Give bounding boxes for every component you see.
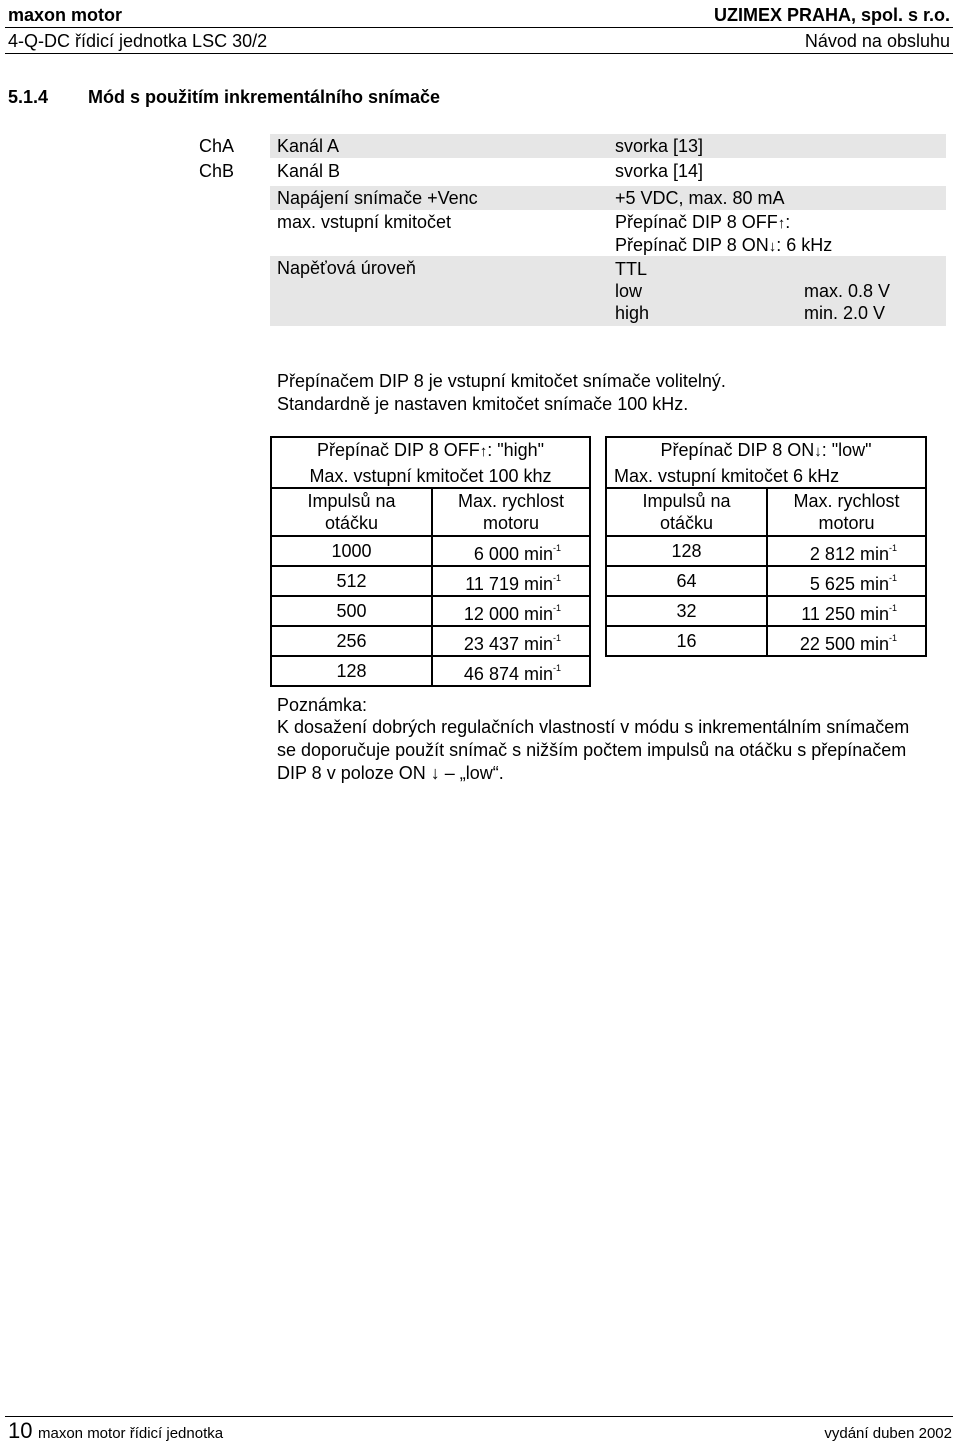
table-off-col-pulses-l1: Impulsů na — [307, 491, 396, 511]
footer-edition: vydání duben 2002 — [824, 1425, 952, 1442]
arrow-down-icon: ↓ — [430, 763, 440, 783]
spec-supply-label: Napájení snímače +Venc — [277, 188, 478, 208]
table-off-col-pulses-l2: otáčku — [324, 513, 379, 533]
spec-high-value: min. 2.0 V — [804, 303, 886, 323]
table-on-body — [606, 536, 926, 656]
footer-page-number: 10 — [8, 1418, 33, 1443]
cell-speed — [767, 596, 926, 626]
table-on-col-speed-l1: Max. rychlost — [793, 491, 900, 511]
note-line-3-text: DIP 8 v poloze ON — [277, 763, 426, 783]
table-off-col-speed — [432, 488, 590, 536]
spec-cha-label: Kanál A — [277, 136, 340, 156]
table-on-title — [606, 437, 926, 464]
cell-speed — [767, 566, 926, 596]
table-on-title-suffix: : "low" — [821, 440, 872, 460]
cell-speed — [432, 596, 590, 626]
spec-chb-code: ChB — [199, 161, 235, 181]
cell-pulses: 1000 — [271, 536, 432, 566]
table-row — [271, 656, 590, 686]
table-off-title — [271, 437, 590, 464]
cell-speed — [767, 536, 926, 566]
cell-pulses: 256 — [271, 626, 432, 656]
cell-pulses: 512 — [271, 566, 432, 596]
cell-pulses: 32 — [606, 596, 767, 626]
unit-exponent: -1 — [552, 543, 561, 553]
table-on-title-text: Přepínač DIP 8 ON — [660, 440, 815, 460]
cell-pulses: 128 — [606, 536, 767, 566]
note-line-3 — [277, 763, 504, 784]
table-on-col-pulses-l2: otáčku — [659, 513, 714, 533]
spec-freq-on — [615, 235, 832, 256]
arrow-down-icon: ↓ — [814, 443, 822, 460]
footer-rule — [5, 1416, 953, 1417]
arrow-down-icon: ↓ — [768, 238, 777, 255]
header-rule-top — [5, 27, 953, 28]
unit-exponent: -1 — [888, 573, 897, 583]
cell-speed-value: 23 437 min — [463, 634, 553, 654]
cell-pulses: 16 — [606, 626, 767, 656]
table-off-col-speed-l1: Max. rychlost — [457, 491, 565, 511]
table-row — [606, 566, 926, 596]
spec-chb-value: svorka [14] — [615, 161, 704, 181]
cell-speed — [432, 536, 590, 566]
note-line-2: se doporučuje použít snímač s nižším počtem impulsů na otáčku s přepínačem — [277, 740, 907, 760]
cell-speed-value: 11 719 min — [465, 574, 553, 594]
cell-speed-value: 11 250 min — [801, 604, 889, 624]
footer-doc-name: maxon motor řídicí jednotka — [38, 1425, 224, 1442]
table-off-col-pulses — [271, 488, 432, 536]
spec-freq-off-suffix: : — [785, 212, 791, 232]
cell-speed — [432, 656, 590, 686]
table-dip-off — [270, 436, 591, 687]
section-title: Mód s použitím inkrementálního snímače — [88, 87, 441, 107]
spec-cha-value: svorka [13] — [615, 136, 704, 156]
header-doc-title: 4-Q-DC řídicí jednotka LSC 30/2 — [8, 31, 268, 51]
table-row — [606, 596, 926, 626]
table-on-col-speed — [767, 488, 926, 536]
unit-exponent: -1 — [552, 603, 561, 613]
table-row — [271, 536, 590, 566]
table-row — [606, 536, 926, 566]
cell-speed — [767, 626, 926, 656]
table-off-title-suffix: : "high" — [487, 440, 545, 460]
spec-supply-value: +5 VDC, max. 80 mA — [615, 188, 785, 208]
spec-freq-label: max. vstupní kmitočet — [277, 212, 452, 232]
table-row — [606, 626, 926, 656]
cell-speed-value: 2 812 min — [809, 544, 889, 564]
table-on-subtitle: Max. vstupní kmitočet 6 kHz — [606, 464, 926, 488]
table-row — [271, 566, 590, 596]
spec-shade-cha — [270, 134, 946, 158]
paragraph-line-1: Přepínačem DIP 8 je vstupní kmitočet snímače volitelný. — [277, 371, 726, 391]
cell-speed-value: 5 625 min — [809, 574, 889, 594]
cell-speed-value: 6 000 min — [473, 544, 553, 564]
note-line-3-suffix: – „low“. — [439, 763, 504, 783]
table-row — [271, 596, 590, 626]
table-off-body — [271, 536, 590, 686]
cell-speed-value: 46 874 min — [463, 664, 553, 684]
table-on-col-pulses-l1: Impulsů na — [642, 491, 731, 511]
spec-cha-code: ChA — [199, 136, 235, 156]
table-on-col-pulses — [606, 488, 767, 536]
table-on-col-speed-l2: motoru — [818, 513, 875, 533]
cell-pulses: 128 — [271, 656, 432, 686]
cell-speed — [432, 566, 590, 596]
spec-freq-on-text: Přepínač DIP 8 ON — [615, 235, 769, 255]
spec-low-label: low — [615, 281, 643, 301]
table-off-title-text: Přepínač DIP 8 OFF — [316, 440, 480, 460]
header-company: UZIMEX PRAHA, spol. s r.o. — [713, 5, 950, 25]
cell-speed-value: 22 500 min — [799, 634, 889, 654]
note-line-1: K dosažení dobrých regulačních vlastností v módu s inkrementálním snímačem — [277, 717, 910, 737]
unit-exponent: -1 — [888, 543, 897, 553]
spec-freq-off-text: Přepínač DIP 8 OFF — [615, 212, 778, 232]
table-dip-on — [605, 436, 927, 657]
unit-exponent: -1 — [888, 603, 897, 613]
cell-speed-value: 12 000 min — [463, 604, 553, 624]
section-number: 5.1.4 — [8, 87, 49, 107]
cell-speed — [432, 626, 590, 656]
unit-exponent: -1 — [552, 573, 561, 583]
spec-level-label: Napěťová úroveň — [277, 258, 416, 278]
cell-pulses: 64 — [606, 566, 767, 596]
table-off-col-speed-l2: motoru — [482, 513, 540, 533]
note-heading: Poznámka: — [277, 695, 368, 715]
spec-freq-on-suffix: : 6 kHz — [776, 235, 833, 255]
spec-chb-label: Kanál B — [277, 161, 341, 181]
unit-exponent: -1 — [552, 663, 561, 673]
paragraph-line-2: Standardně je nastaven kmitočet snímače 100 kHz. — [277, 394, 689, 414]
cell-pulses: 500 — [271, 596, 432, 626]
table-row — [271, 626, 590, 656]
arrow-up-icon: ↑ — [479, 443, 488, 460]
arrow-up-icon: ↑ — [777, 215, 786, 232]
spec-high-label: high — [615, 303, 650, 323]
spec-low-value: max. 0.8 V — [804, 281, 891, 301]
spec-level-type: TTL — [615, 259, 648, 279]
unit-exponent: -1 — [888, 633, 897, 643]
header-rule-bottom — [5, 53, 953, 54]
table-off-subtitle: Max. vstupní kmitočet 100 khz — [271, 464, 590, 488]
spec-freq-off — [615, 212, 790, 233]
header-doc-type: Návod na obsluhu — [804, 31, 950, 51]
header-brand: maxon motor — [8, 5, 123, 25]
unit-exponent: -1 — [552, 633, 561, 643]
